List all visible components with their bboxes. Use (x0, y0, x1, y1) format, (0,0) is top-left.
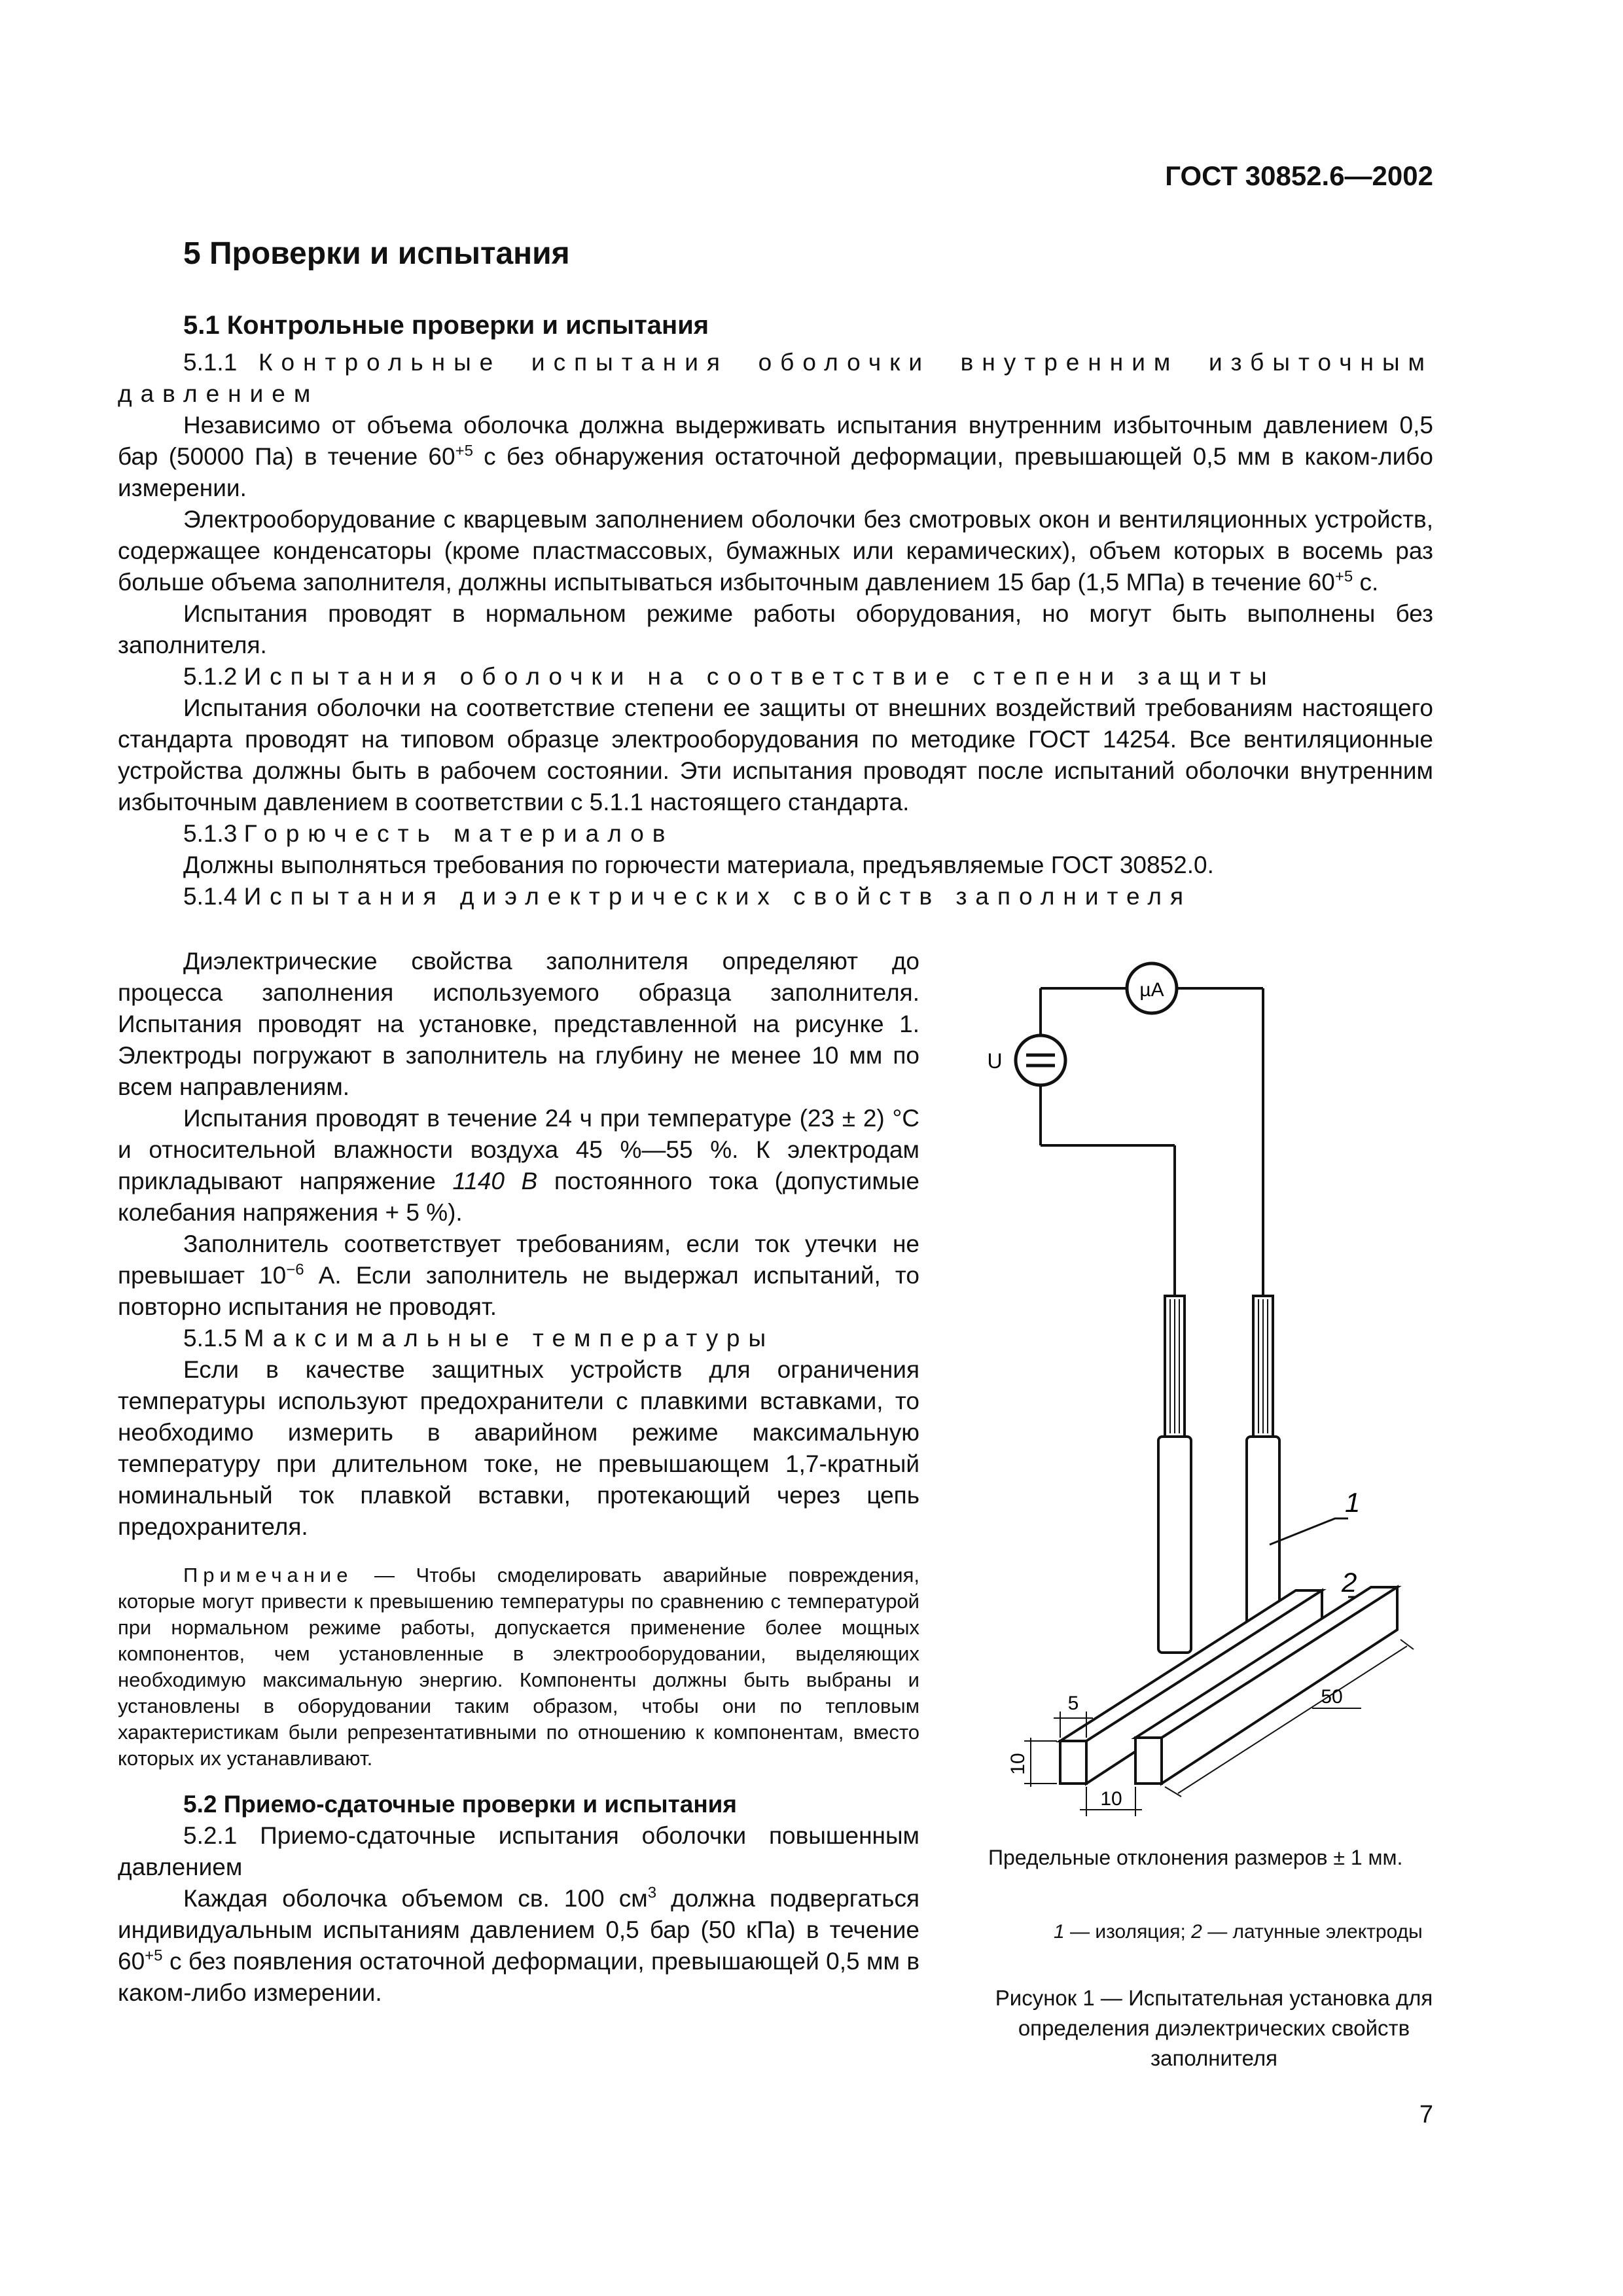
callout-2-label: 2 (1342, 1567, 1357, 1598)
clause-5-1-5-heading: 5.1.5 Максимальные температуры (183, 1325, 775, 1352)
figure-caption: Рисунок 1 — Испытательная установка для определения диэлектрических свойств заполнителя (995, 1986, 1433, 2070)
callout-1-line (1270, 1518, 1348, 1545)
clause-5-1-2-heading: 5.1.2 Испытания оболочки на соответствие степени защиты (183, 663, 1275, 690)
probe-1-insulation (1158, 1437, 1191, 1653)
clause-5-1-4-para3: Заполнитель соответствует требованиям, если ток утечки не превышает $10^{-6}$ А. Если заполнитель не выдержал испытаний, то повторно испытания не проводят. (118, 1230, 920, 1320)
test-setup-diagram (955, 942, 1466, 1839)
page-number: 7 (1419, 2101, 1433, 2128)
clause-5-1-4-para2: Испытания проводят в течение 24 ч при температуре (23 ± 2) °С и относительной влажности воздуха 45 %—55 %. К электродам прикладывают напряжение 1140 В постоянного тока (допустимые колебания напряжения + 5 %). (118, 1105, 919, 1226)
source-label: U (987, 1049, 1003, 1073)
figure-1 (955, 942, 1466, 2101)
callout-1-label: 1 (1345, 1487, 1361, 1518)
note: Примечание — Чтобы смоделировать аварийные повреждения, которые могут привести к превышению температуры по сравнению с температурой при нормальном режиме работы, допускается применение более мощных компонентов, чем установленные в электрооборудовании, выделяющих необходимую максимальную энергию. Компоненты должны быть выбраны и установлены в оборудовании таким образом, чтобы они по тепловым характеристикам были репрезентативными по отношению к компонентам, вместо которых их устанавливают. (118, 1564, 919, 1770)
electrode-1-front (1060, 1741, 1086, 1784)
section-title: 5 Проверки и испытания (183, 236, 570, 271)
clause-5-1-1-para2: Электрооборудование с кварцевым заполнением оболочки без смотровых окон и вентиляционных устройств, содержащее конденсаторы (кроме пластмассовых, бумажных или керамических), объем которых в восемь раз больше объема заполнителя, должны испытываться избыточным давлением 15 бар (1,5 МПа) в течение $60^{+5}$ с. (118, 506, 1433, 596)
electrode-2-front (1135, 1738, 1162, 1784)
clause-5-2-1-para1: Каждая оболочка объемом св. 100 $см^3$ должна подвергаться индивидуальным испытаниям давлением 0,5 бар (50 кПа) в течение $60^{+5}$ с без появления остаточной деформации, превышающей 0,5 мм в каком-либо измерении. (118, 1884, 919, 2006)
subsection-title-5-1: 5.1 Контрольные проверки и испытания (183, 311, 709, 340)
voltage-source-icon (1016, 1035, 1065, 1085)
dim-10-gap-label: 10 (1100, 1788, 1122, 1810)
dim-5-label: 5 (1067, 1693, 1079, 1714)
full-width-text (118, 347, 1433, 912)
clause-5-1-1-heading: 5.1.1 Контрольные испытания оболочки внутренним избыточным давлением (118, 349, 1433, 407)
clause-5-1-1-para1: Независимо от объема оболочка должна выдерживать испытания внутренним избыточным давлением 0,5 бар (50000 Па) в течение $60^{+5}$ с без обнаружения остаточной деформации, превышающей 0,5 мм в каком-либо измерении. (118, 412, 1434, 501)
clause-5-1-3-para1: Должны выполняться требования по горючести материала, предъявляемые ГОСТ 30852.0. (183, 852, 1214, 878)
clause-5-1-5-para1: Если в качестве защитных устройств для ограничения температуры используют предохранители с плавкими вставками, то необходимо измерить в аварийном режиме максимальную температуру при длительном токе, не превышающем 1,7-кратный номинальный ток плавкой вставки, протекающий через цепь предохранителя. (118, 1356, 919, 1540)
document-code: ГОСТ 30852.6—2002 (1165, 160, 1433, 191)
clause-5-1-4-heading: 5.1.4 Испытания диэлектрических свойств заполнителя (183, 883, 1192, 910)
left-column-text (118, 946, 919, 2009)
tolerance-note: Предельные отклонения размеров ± 1 мм. (988, 1846, 1403, 1869)
meter-label: µA (1139, 979, 1164, 1001)
clause-5-1-1-para3: Испытания проводят в нормальном режиме работы оборудования, но могут быть выполнены без заполнителя. (118, 600, 1433, 658)
dim-10-height-label: 10 (1007, 1753, 1029, 1775)
clause-5-2-1-heading: 5.2.1 Приемо-сдаточные испытания оболочки повышенным давлением (118, 1822, 919, 1880)
clause-5-1-2-para1: Испытания оболочки на соответствие степени ее защиты от внешних воздействий требованиям настоящего стандарта проводят на типовом образце электрооборудования по методике ГОСТ 14254. Все вентиляционные устройства должны быть в рабочем состоянии. Эти испытания проводят после испытаний оболочки внутренним избыточным давлением в соответствии с 5.1.1 настоящего стандарта. (118, 694, 1433, 816)
dim-50-label: 50 (1321, 1686, 1343, 1708)
subsection-title-5-2: 5.2 Приемо-сдаточные проверки и испытания (183, 1791, 737, 1818)
clause-5-1-4-para1: Диэлектрические свойства заполнителя определяют до процесса заполнения используемого образца заполнителя. Испытания проводят на установке, представленной на рисунке 1. Электроды погружают в заполнитель на глубину не менее 10 мм по всем направлениям. (118, 948, 919, 1100)
figure-legend: 1 — изоляция; 2 — латунные электроды (1054, 1921, 1423, 1943)
clause-5-1-3-heading: 5.1.3 Горючесть материалов (183, 820, 674, 847)
